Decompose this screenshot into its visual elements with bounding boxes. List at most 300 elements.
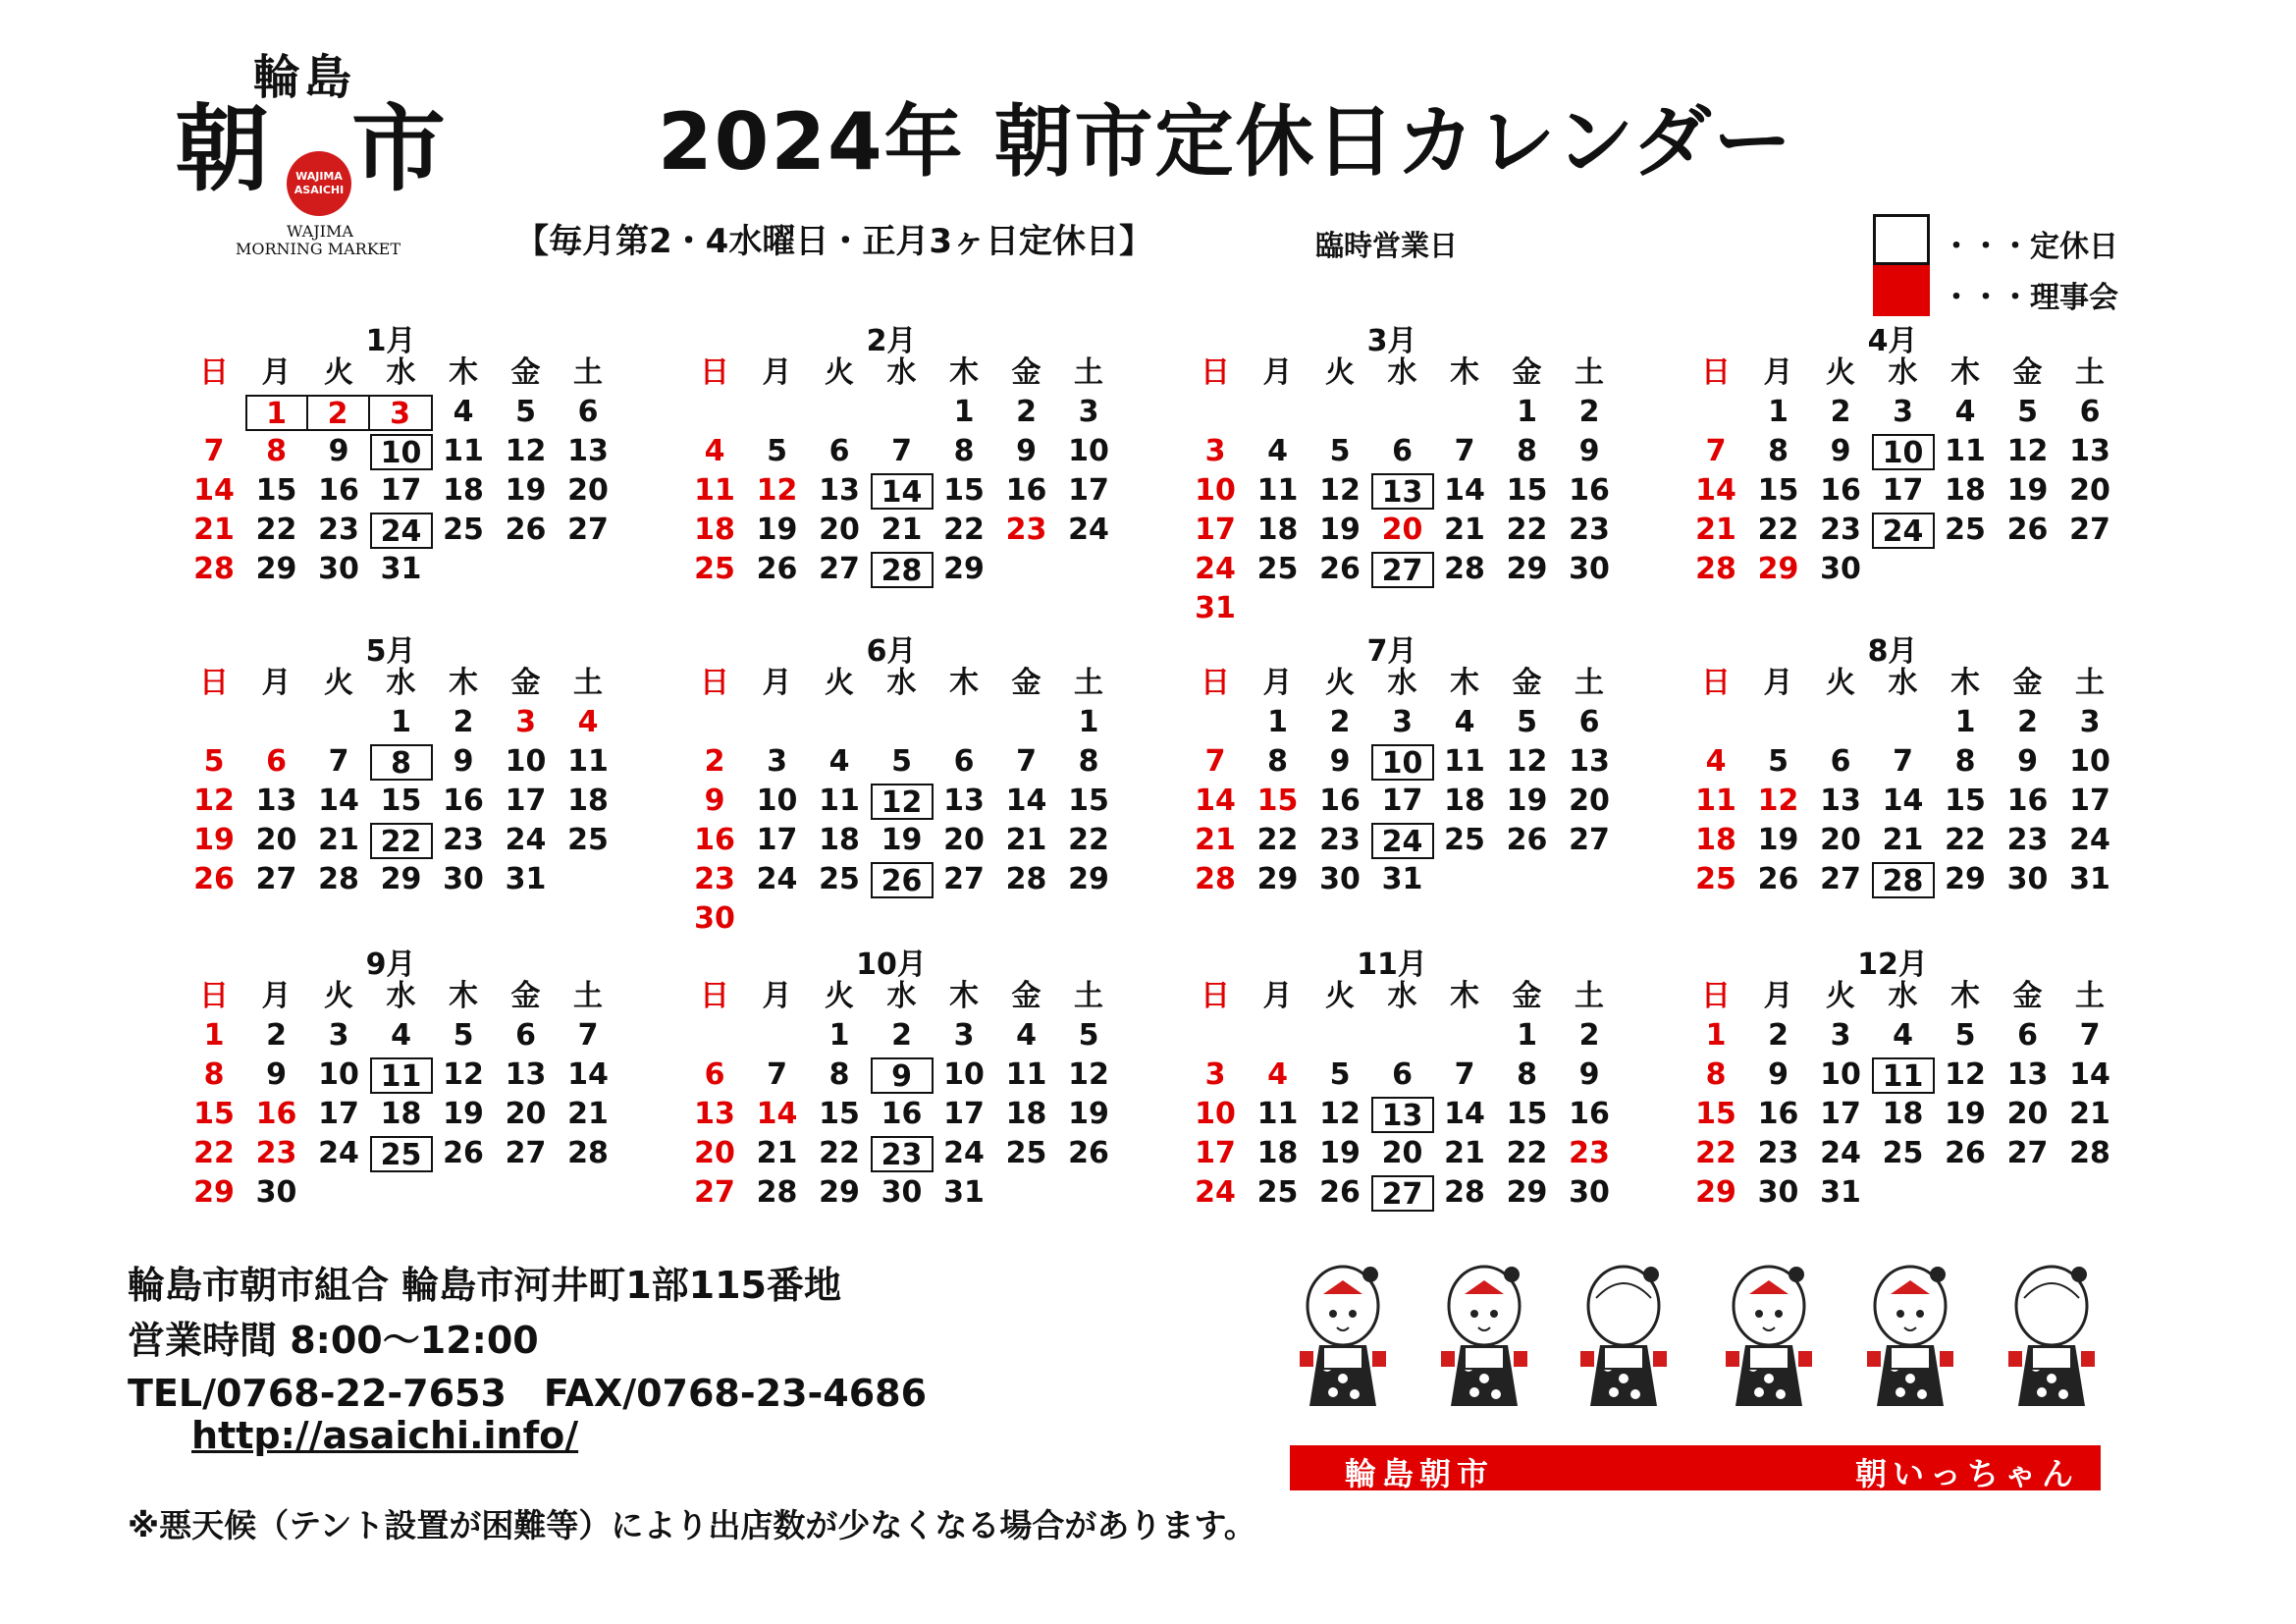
day-cell: 16 xyxy=(694,823,735,857)
day-cell: 15 xyxy=(1256,784,1299,818)
month-title: 10月 xyxy=(856,947,927,982)
day-cell: 1 xyxy=(1267,705,1288,739)
day-cell: 29 xyxy=(819,1175,860,1210)
day-cell: 12 xyxy=(1757,784,1799,818)
day-cell: 11 xyxy=(443,434,484,468)
day-cell: 31 xyxy=(2069,862,2110,896)
day-cell: 27 xyxy=(2006,1136,2049,1170)
day-cell: 1 xyxy=(1078,705,1099,739)
day-cell: 12 xyxy=(756,473,798,508)
day-cell: 11 xyxy=(1256,473,1299,508)
day-cell: 16 xyxy=(1319,784,1361,818)
weekday-label: 日 xyxy=(700,666,729,700)
weekday-label: 水 xyxy=(386,355,416,390)
weekday-label: 火 xyxy=(1826,979,1855,1013)
weekday-label: 月 xyxy=(261,666,292,700)
day-cell: 28 xyxy=(756,1175,798,1210)
weekday-label: 金 xyxy=(1512,355,1542,390)
day-cell: 17 xyxy=(756,823,798,857)
day-cell: 22 xyxy=(1506,1136,1548,1170)
website-link[interactable]: http://asaichi.info/ xyxy=(191,1414,579,1457)
day-cell: 13 xyxy=(1569,744,1610,779)
legend-board-label: ・・・理事会 xyxy=(1942,281,2118,315)
day-cell: 24 xyxy=(1195,552,1236,586)
day-cell: 19 xyxy=(1319,1136,1361,1170)
day-cell: 14 xyxy=(1444,473,1485,508)
day-cell: 18 xyxy=(380,1097,422,1131)
day-cell: 8 xyxy=(266,434,287,468)
day-cell: 26 xyxy=(1945,1136,1986,1170)
day-cell: 5 xyxy=(2017,395,2038,429)
day-cell: 23 xyxy=(1569,1136,1610,1170)
day-cell: 15 xyxy=(1068,784,1109,818)
weekday-label: 火 xyxy=(1325,979,1355,1013)
day-cell: 6 xyxy=(515,1018,536,1053)
day-cell: 29 xyxy=(1945,862,1986,896)
mascot-front-icon xyxy=(1294,1259,1392,1416)
day-cell: 24 xyxy=(1872,513,1935,549)
weekday-label: 月 xyxy=(261,979,292,1013)
month-block xyxy=(1168,626,1616,931)
day-cell: 21 xyxy=(1195,823,1236,857)
weekday-label: 日 xyxy=(700,979,729,1013)
weekday-label: 日 xyxy=(199,666,229,700)
mascot-front-icon xyxy=(1720,1259,1818,1416)
day-cell: 8 xyxy=(1954,744,1976,779)
day-cell: 24 xyxy=(1820,1136,1861,1170)
day-cell: 12 xyxy=(1319,1097,1361,1131)
day-cell: 7 xyxy=(1893,744,1913,779)
day-cell: 28 xyxy=(2069,1136,2110,1170)
day-cell: 17 xyxy=(1068,473,1109,508)
day-cell: 12 xyxy=(443,1057,484,1092)
banner-right-text: 朝いっちゃん xyxy=(1855,1455,2080,1492)
month-block xyxy=(167,940,614,1244)
day-cell: 7 xyxy=(1454,1057,1475,1092)
weekday-label: 金 xyxy=(1011,979,1041,1013)
day-cell: 28 xyxy=(567,1136,609,1170)
weekday-label: 月 xyxy=(1763,666,1793,700)
day-cell: 27 xyxy=(1820,862,1861,896)
mascot-back-icon xyxy=(1575,1259,1673,1416)
day-cell: 12 xyxy=(2006,434,2049,468)
asaichi-logo xyxy=(165,29,459,258)
day-cell: 27 xyxy=(694,1175,735,1210)
day-cell: 2 xyxy=(704,744,725,779)
day-cell: 8 xyxy=(1267,744,1288,779)
day-cell: 15 xyxy=(1506,1097,1548,1131)
day-cell: 6 xyxy=(1830,744,1851,779)
day-cell: 19 xyxy=(1945,1097,1986,1131)
day-cell: 23 xyxy=(1820,513,1861,547)
weekday-label: 土 xyxy=(573,666,603,700)
day-cell: 3 xyxy=(767,744,787,779)
day-cell: 27 xyxy=(2069,513,2110,547)
day-cell: 16 xyxy=(881,1097,923,1131)
day-cell: 6 xyxy=(266,744,287,779)
day-cell: 14 xyxy=(1444,1097,1485,1131)
month-block xyxy=(667,316,1115,621)
weekday-label: 木 xyxy=(949,355,979,390)
day-cell: 26 xyxy=(443,1136,484,1170)
day-cell: 4 xyxy=(704,434,725,468)
day-cell: 23 xyxy=(255,1136,297,1170)
day-cell: 25 xyxy=(1256,552,1299,586)
day-cell: 10 xyxy=(1872,434,1935,470)
day-cell: 3 xyxy=(515,705,536,739)
day-cell: 26 xyxy=(871,862,934,898)
day-cell: 28 xyxy=(1872,862,1935,898)
day-cell: 16 xyxy=(1569,473,1610,508)
weekday-label: 土 xyxy=(1074,666,1103,700)
month-block xyxy=(1669,940,2116,1244)
weekday-label: 火 xyxy=(825,666,854,700)
day-cell: 22 xyxy=(1256,823,1299,857)
day-cell: 28 xyxy=(871,552,934,588)
day-cell: 27 xyxy=(1371,1175,1434,1212)
page-title: 2024年 朝市定休日カレンダー xyxy=(658,96,1794,188)
weekday-label: 木 xyxy=(449,979,478,1013)
day-cell: 7 xyxy=(203,434,225,468)
logo-english-2: MORNING MARKET xyxy=(236,240,401,258)
weekday-label: 土 xyxy=(573,979,603,1013)
month-block xyxy=(1168,940,1616,1244)
day-cell: 29 xyxy=(1506,552,1548,586)
day-cell: 24 xyxy=(1068,513,1109,547)
weekday-label: 火 xyxy=(1325,666,1355,700)
day-cell: 26 xyxy=(193,862,235,896)
day-cell: 30 xyxy=(1757,1175,1799,1210)
day-cell: 3 xyxy=(1392,705,1413,739)
day-cell: 22 xyxy=(819,1136,860,1170)
day-cell: 5 xyxy=(1517,705,1537,739)
day-cell: 1 xyxy=(1705,1018,1727,1053)
day-cell: 21 xyxy=(1444,1136,1485,1170)
day-cell: 27 xyxy=(943,862,985,896)
weekday-label: 日 xyxy=(1701,979,1731,1013)
day-cell: 14 xyxy=(193,473,235,508)
weekday-label: 月 xyxy=(1262,666,1293,700)
day-cell: 8 xyxy=(203,1057,225,1092)
day-cell: 13 xyxy=(2069,434,2110,468)
weekday-label: 木 xyxy=(1450,979,1479,1013)
day-cell: 10 xyxy=(1820,1057,1861,1092)
day-cell: 17 xyxy=(1381,784,1423,818)
month-block xyxy=(667,626,1115,936)
day-cell: 15 xyxy=(193,1097,235,1131)
day-cell: 26 xyxy=(1506,823,1548,857)
day-cell: 3 xyxy=(1204,434,1226,468)
month-title: 3月 xyxy=(1366,324,1417,358)
day-cell: 1 xyxy=(391,705,411,739)
day-cell: 13 xyxy=(943,784,985,818)
day-cell: 10 xyxy=(1195,1097,1236,1131)
day-cell: 23 xyxy=(1319,823,1361,857)
day-cell: 10 xyxy=(2069,744,2110,779)
day-cell: 11 xyxy=(819,784,860,818)
weekday-label: 木 xyxy=(1950,979,1980,1013)
day-cell: 22 xyxy=(1945,823,1986,857)
day-cell: 1 xyxy=(1954,705,1976,739)
day-cell: 18 xyxy=(1945,473,1986,508)
day-cell: 9 xyxy=(1329,744,1351,779)
day-cell: 9 xyxy=(871,1057,934,1094)
logo-seal xyxy=(287,151,351,216)
day-cell: 21 xyxy=(318,823,359,857)
day-cell: 18 xyxy=(1882,1097,1924,1131)
weekday-label: 水 xyxy=(1888,666,1918,700)
weekday-label: 水 xyxy=(386,666,416,700)
day-cell: 19 xyxy=(756,513,798,547)
day-cell: 4 xyxy=(1893,1018,1913,1053)
day-cell: 19 xyxy=(881,823,923,857)
day-cell: 1 xyxy=(1517,1018,1537,1053)
day-cell: 26 xyxy=(505,513,547,547)
day-cell: 30 xyxy=(2006,862,2049,896)
weekday-label: 水 xyxy=(886,979,917,1013)
day-cell: 30 xyxy=(443,862,484,896)
day-cell: 29 xyxy=(1757,552,1799,586)
day-cell: 27 xyxy=(505,1136,547,1170)
day-cell: 13 xyxy=(567,434,609,468)
day-cell: 12 xyxy=(1945,1057,1986,1092)
day-cell: 12 xyxy=(505,434,547,468)
day-cell: 15 xyxy=(819,1097,860,1131)
day-cell: 2 xyxy=(2017,705,2038,739)
day-cell: 1 xyxy=(1517,395,1537,429)
day-cell: 21 xyxy=(2069,1097,2110,1131)
day-cell: 30 xyxy=(318,552,359,586)
day-cell: 20 xyxy=(819,513,860,547)
day-cell: 10 xyxy=(318,1057,359,1092)
day-cell: 19 xyxy=(193,823,235,857)
day-cell: 8 xyxy=(828,1057,850,1092)
weekday-label: 日 xyxy=(1201,666,1230,700)
weekday-label: 木 xyxy=(1950,355,1980,390)
day-cell: 8 xyxy=(1768,434,1789,468)
logo-kanji-1: 朝 xyxy=(175,93,269,204)
day-cell: 3 xyxy=(953,1018,975,1053)
day-cell: 4 xyxy=(1267,434,1288,468)
day-cell: 16 xyxy=(1005,473,1047,508)
day-cell: 30 xyxy=(694,901,735,936)
day-cell: 29 xyxy=(380,862,422,896)
day-cell: 12 xyxy=(871,784,934,820)
day-cell: 18 xyxy=(819,823,860,857)
day-cell: 4 xyxy=(828,744,850,779)
day-cell: 19 xyxy=(1068,1097,1109,1131)
weekday-label: 日 xyxy=(1701,355,1731,390)
weekday-label: 木 xyxy=(1450,666,1479,700)
day-cell: 10 xyxy=(756,784,798,818)
day-cell: 12 xyxy=(193,784,235,818)
day-cell: 1 xyxy=(1768,395,1789,429)
weekday-label: 木 xyxy=(449,666,478,700)
weekday-label: 金 xyxy=(510,666,541,700)
day-cell: 4 xyxy=(1705,744,1727,779)
day-cell: 13 xyxy=(1371,473,1434,510)
day-cell: 16 xyxy=(255,1097,297,1131)
weekday-label: 火 xyxy=(324,979,353,1013)
day-cell: 15 xyxy=(255,473,297,508)
day-cell: 14 xyxy=(1882,784,1924,818)
day-cell: 7 xyxy=(1705,434,1727,468)
day-cell: 29 xyxy=(193,1175,235,1210)
day-cell: 11 xyxy=(1872,1057,1935,1094)
day-cell: 3 xyxy=(2079,705,2101,739)
day-cell: 5 xyxy=(453,1018,474,1053)
day-cell: 31 xyxy=(1381,862,1423,896)
day-cell: 14 xyxy=(2069,1057,2110,1092)
day-cell: 28 xyxy=(318,862,359,896)
day-cell: 24 xyxy=(2069,823,2110,857)
day-cell: 26 xyxy=(1319,552,1361,586)
business-hours: 営業時間 8:00〜12:00 xyxy=(128,1319,539,1362)
day-cell: 11 xyxy=(370,1057,433,1094)
day-cell: 7 xyxy=(767,1057,787,1092)
day-cell: 17 xyxy=(1195,513,1236,547)
weekday-label: 火 xyxy=(324,355,353,390)
day-cell: 7 xyxy=(1016,744,1037,779)
day-cell: 5 xyxy=(1954,1018,1976,1053)
month-title: 2月 xyxy=(866,324,917,358)
weekday-label: 金 xyxy=(1512,979,1542,1013)
day-cell: 3 xyxy=(1893,395,1913,429)
day-cell: 24 xyxy=(370,513,433,549)
day-cell: 4 xyxy=(1016,1018,1037,1053)
day-cell: 14 xyxy=(567,1057,609,1092)
day-cell: 20 xyxy=(1381,513,1423,547)
day-cell: 26 xyxy=(2006,513,2049,547)
day-cell: 2 xyxy=(1329,705,1351,739)
day-cell: 28 xyxy=(1444,1175,1485,1210)
day-cell: 9 xyxy=(1578,1057,1600,1092)
weekday-label: 金 xyxy=(1011,666,1041,700)
day-cell: 5 xyxy=(1078,1018,1099,1053)
day-cell: 11 xyxy=(694,473,735,508)
day-cell: 8 xyxy=(1517,1057,1537,1092)
day-cell: 20 xyxy=(255,823,297,857)
day-cell: 12 xyxy=(1319,473,1361,508)
day-cell: 11 xyxy=(1695,784,1736,818)
day-cell: 15 xyxy=(1506,473,1548,508)
day-cell: 20 xyxy=(943,823,985,857)
day-cell: 3 xyxy=(1204,1057,1226,1092)
day-cell: 11 xyxy=(1005,1057,1047,1092)
day-cell: 14 xyxy=(756,1097,798,1131)
weekday-label: 月 xyxy=(1262,979,1293,1013)
day-cell: 9 xyxy=(704,784,725,818)
day-cell: 28 xyxy=(1444,552,1485,586)
day-cell: 24 xyxy=(756,862,798,896)
month-title: 7月 xyxy=(1366,634,1417,669)
day-cell: 30 xyxy=(881,1175,923,1210)
weekday-label: 月 xyxy=(762,979,792,1013)
day-cell: 6 xyxy=(577,395,599,429)
weekday-label: 土 xyxy=(573,355,603,390)
day-cell: 28 xyxy=(1695,552,1736,586)
day-cell: 30 xyxy=(1569,1175,1610,1210)
month-title: 11月 xyxy=(1357,947,1427,982)
day-cell: 12 xyxy=(1068,1057,1109,1092)
day-cell: 29 xyxy=(1256,862,1299,896)
day-cell: 29 xyxy=(1506,1175,1548,1210)
day-cell: 28 xyxy=(1195,862,1236,896)
day-cell: 2 xyxy=(453,705,474,739)
day-cell: 1 xyxy=(953,395,975,429)
day-cell: 17 xyxy=(1195,1136,1236,1170)
weekday-label: 日 xyxy=(199,355,229,390)
day-cell: 7 xyxy=(577,1018,599,1053)
weekday-label: 水 xyxy=(886,666,917,700)
day-cell: 19 xyxy=(505,473,547,508)
day-cell: 6 xyxy=(1578,705,1600,739)
day-cell: 20 xyxy=(2006,1097,2049,1131)
day-cell: 31 xyxy=(505,862,547,896)
day-cell: 6 xyxy=(828,434,850,468)
day-cell: 23 xyxy=(871,1136,934,1172)
weekday-label: 水 xyxy=(886,355,917,390)
day-cell: 5 xyxy=(515,395,536,429)
day-cell: 31 xyxy=(1820,1175,1861,1210)
weekday-label: 金 xyxy=(2012,355,2043,390)
day-cell: 11 xyxy=(1444,744,1485,779)
day-cell: 17 xyxy=(380,473,422,508)
day-cell: 23 xyxy=(1005,513,1047,547)
day-cell: 30 xyxy=(1319,862,1361,896)
day-cell: 26 xyxy=(756,552,798,586)
weekday-label: 土 xyxy=(1575,355,1604,390)
day-cell: 9 xyxy=(266,1057,287,1092)
day-cell: 8 xyxy=(953,434,975,468)
day-cell: 7 xyxy=(891,434,912,468)
day-cell: 21 xyxy=(1695,513,1736,547)
day-cell: 27 xyxy=(255,862,297,896)
weekday-label: 木 xyxy=(449,355,478,390)
logo-top-text: 輪島 xyxy=(253,50,356,105)
day-cell: 22 xyxy=(193,1136,235,1170)
day-cell: 11 xyxy=(567,744,609,779)
day-cell: 25 xyxy=(1695,862,1736,896)
banner-left-text: 輪島朝市 xyxy=(1345,1455,1495,1492)
day-cell: 13 xyxy=(1820,784,1861,818)
weekday-label: 火 xyxy=(1325,355,1355,390)
day-cell: 2 xyxy=(307,395,370,431)
day-cell: 24 xyxy=(943,1136,985,1170)
day-cell: 25 xyxy=(1882,1136,1924,1170)
weekday-label: 木 xyxy=(949,979,979,1013)
weekday-label: 土 xyxy=(1074,355,1103,390)
day-cell: 17 xyxy=(318,1097,359,1131)
day-cell: 18 xyxy=(1444,784,1485,818)
weekday-label: 水 xyxy=(1387,979,1417,1013)
day-cell: 29 xyxy=(1695,1175,1736,1210)
day-cell: 28 xyxy=(1005,862,1047,896)
weekday-label: 金 xyxy=(510,979,541,1013)
month-block xyxy=(1669,316,2116,621)
day-cell: 2 xyxy=(1578,1018,1600,1053)
day-cell: 25 xyxy=(1256,1175,1299,1210)
day-cell: 5 xyxy=(891,744,912,779)
day-cell: 19 xyxy=(2006,473,2049,508)
day-cell: 8 xyxy=(1078,744,1099,779)
weekday-label: 土 xyxy=(2075,355,2105,390)
day-cell: 22 xyxy=(1068,823,1109,857)
day-cell: 10 xyxy=(1371,744,1434,781)
weekday-label: 金 xyxy=(510,355,541,390)
day-cell: 18 xyxy=(1256,513,1299,547)
day-cell: 15 xyxy=(1757,473,1799,508)
